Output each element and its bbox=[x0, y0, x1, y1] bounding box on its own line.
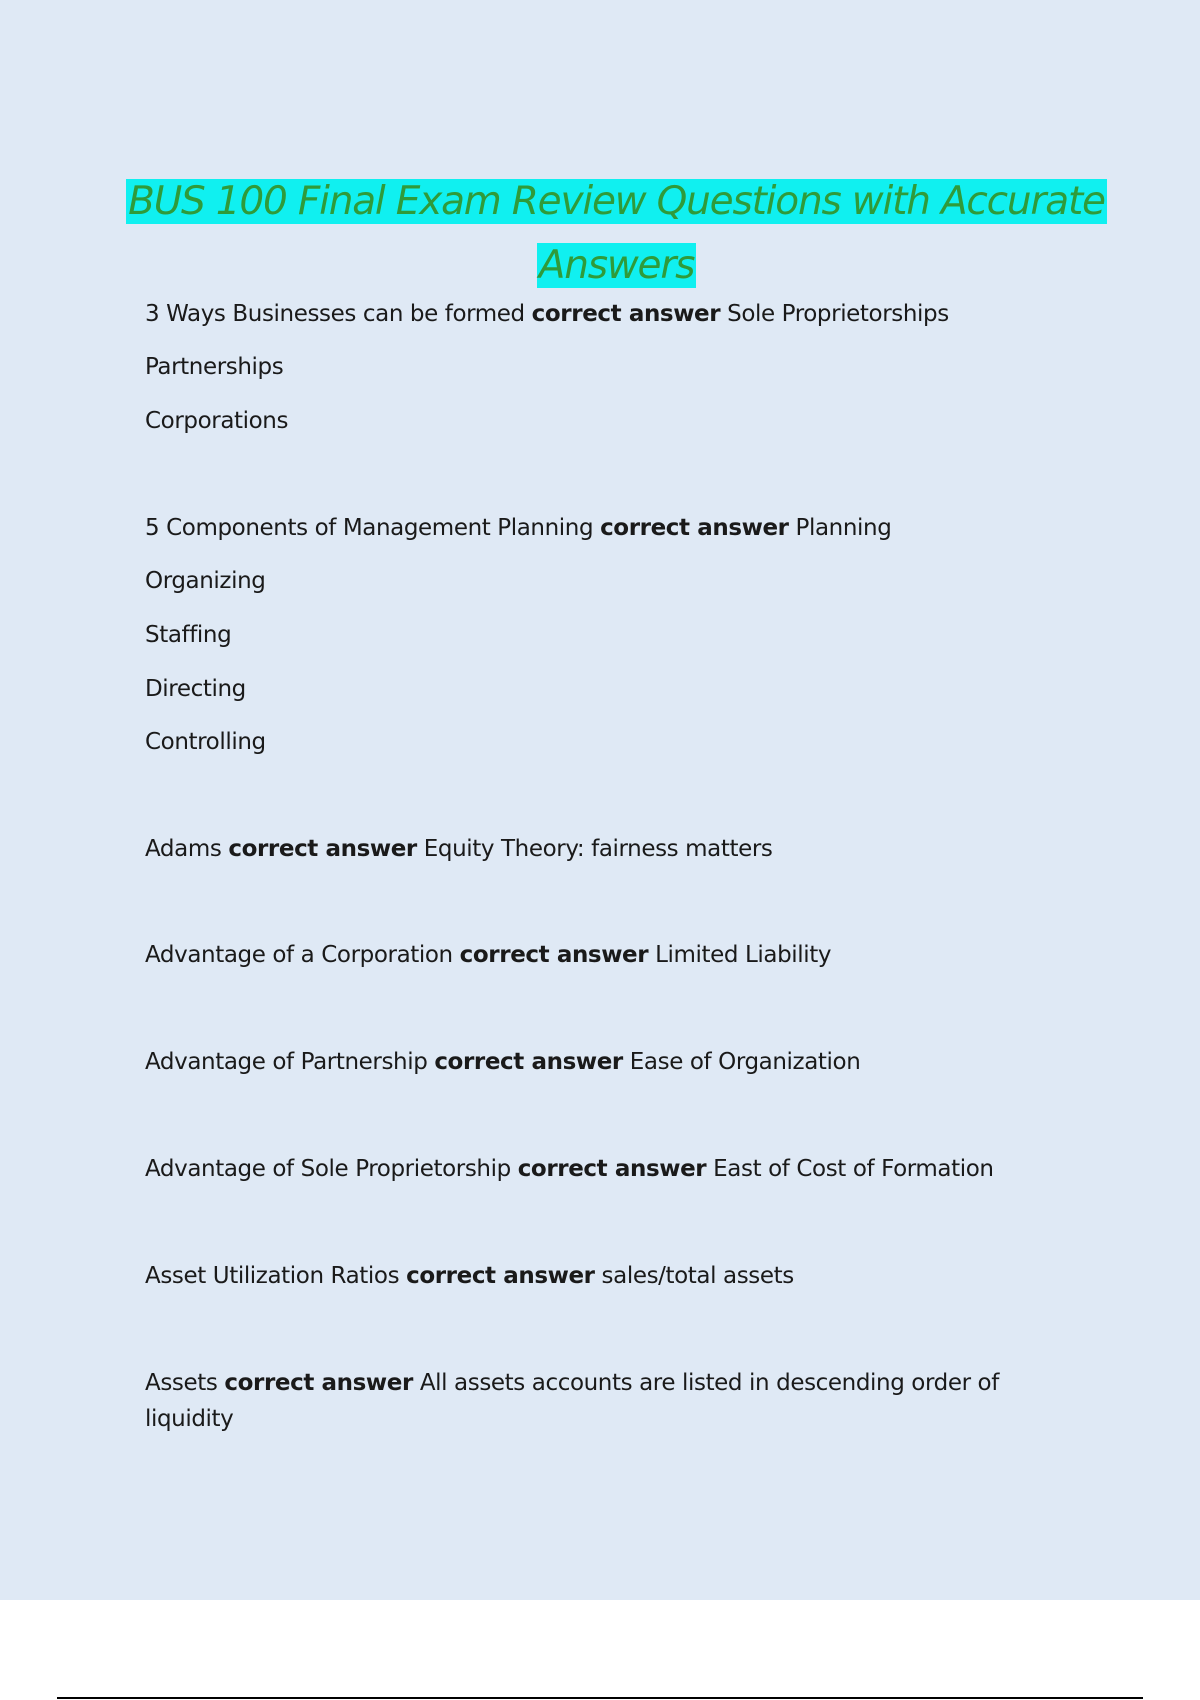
answer-continuation: Organizing bbox=[145, 568, 266, 594]
correct-answer-label: correct answer bbox=[434, 1049, 623, 1075]
qa-question-line bbox=[145, 831, 1025, 867]
question-text: Assets bbox=[145, 1370, 218, 1396]
question-text: Advantage of Partnership bbox=[145, 1049, 428, 1075]
qa-question-line bbox=[145, 510, 1025, 546]
question-text: Advantage of Sole Proprietorship bbox=[145, 1156, 511, 1182]
answer-text: Equity Theory: fairness matters bbox=[423, 836, 773, 862]
title-highlight: BUS 100 Final Exam Review Questions with Accurate Answers bbox=[128, 179, 1105, 288]
answer-text: sales/total assets bbox=[601, 1263, 794, 1289]
answer-continuation: Partnerships bbox=[145, 354, 284, 380]
qa-question-line bbox=[145, 1151, 1025, 1187]
answer-continuation: Staffing bbox=[145, 622, 232, 648]
footer-divider bbox=[57, 1697, 1143, 1699]
question-text: 5 Components of Management Planning bbox=[145, 515, 594, 541]
answer-text: Sole Proprietorships bbox=[727, 301, 949, 327]
document-title bbox=[100, 170, 1133, 298]
answer-continuation: Directing bbox=[145, 676, 246, 702]
correct-answer-label: correct answer bbox=[517, 1156, 707, 1182]
answer-continuation: Corporations bbox=[145, 408, 289, 434]
correct-answer-label: correct answer bbox=[224, 1370, 413, 1396]
question-text: Advantage of a Corporation bbox=[145, 942, 453, 968]
answer-continuation: Controlling bbox=[145, 729, 266, 755]
qa-question-line bbox=[145, 296, 1025, 332]
answer-text: Limited Liability bbox=[655, 942, 832, 968]
correct-answer-label: correct answer bbox=[531, 301, 721, 327]
answer-text: East of Cost of Formation bbox=[713, 1156, 994, 1182]
correct-answer-label: correct answer bbox=[459, 942, 649, 968]
answer-text: Ease of Organization bbox=[629, 1049, 861, 1075]
qa-question-line bbox=[145, 1044, 1025, 1080]
qa-question-line bbox=[145, 1258, 1025, 1294]
qa-question-line bbox=[145, 937, 1025, 973]
question-text: Asset Utilization Ratios bbox=[145, 1263, 400, 1289]
correct-answer-label: correct answer bbox=[406, 1263, 595, 1289]
correct-answer-label: correct answer bbox=[600, 515, 789, 541]
correct-answer-label: correct answer bbox=[228, 836, 417, 862]
question-text: Adams bbox=[145, 836, 222, 862]
answer-text: Planning bbox=[795, 515, 892, 541]
question-text: 3 Ways Businesses can be formed bbox=[145, 301, 525, 327]
answer-text: All assets accounts are listed in descending order of liquidity bbox=[145, 1370, 999, 1432]
qa-question-line bbox=[145, 1365, 1015, 1437]
